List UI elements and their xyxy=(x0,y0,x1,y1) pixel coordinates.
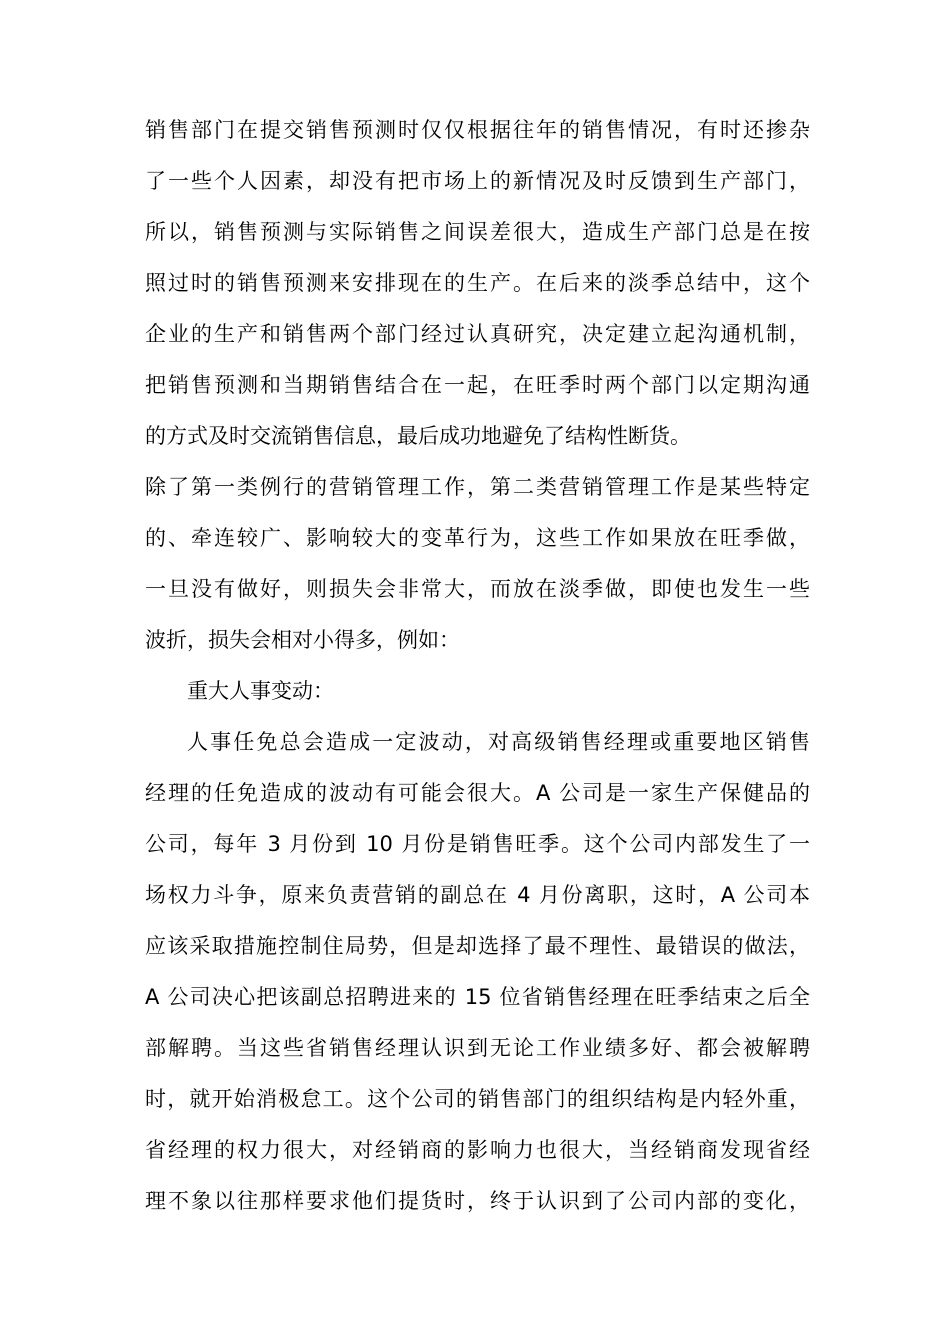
paragraph-line: 部解聘。当这些省销售经理认识到无论工作业绩多好、都会被解聘 xyxy=(145,1036,810,1060)
paragraph-line: 把销售预测和当期销售结合在一起，在旺季时两个部门以定期沟通 xyxy=(145,373,810,397)
paragraph-line: 的、牵连较广、影响较大的变革行为，这些工作如果放在旺季做， xyxy=(145,526,810,550)
section-heading: 重大人事变动： xyxy=(187,679,334,703)
paragraph-line: 公司，每年 3 月份到 10 月份是销售旺季。这个公司内部发生了一 xyxy=(145,832,810,856)
paragraph-line: 销售部门在提交销售预测时仅仅根据往年的销售情况，有时还掺杂 xyxy=(145,118,810,142)
paragraph-line: 场权力斗争，原来负责营销的副总在 4 月份离职，这时，A 公司本 xyxy=(145,883,810,907)
paragraph-line: 所以，销售预测与实际销售之间误差很大，造成生产部门总是在按 xyxy=(145,220,810,244)
paragraph-line: 应该采取措施控制住局势，但是却选择了最不理性、最错误的做法， xyxy=(145,934,810,958)
paragraph-line: 省经理的权力很大，对经销商的影响力也很大，当经销商发现省经 xyxy=(145,1138,810,1162)
paragraph-line: A 公司决心把该副总招聘进来的 15 位省销售经理在旺季结束之后全 xyxy=(145,985,810,1009)
paragraph-line: 波折，损失会相对小得多，例如： xyxy=(145,628,460,652)
paragraph-line: 除了第一类例行的营销管理工作，第二类营销管理工作是某些特定 xyxy=(145,475,810,499)
paragraph-line: 经理的任免造成的波动有可能会很大。A 公司是一家生产保健品的 xyxy=(145,781,810,805)
paragraph-line: 一旦没有做好，则损失会非常大，而放在淡季做，即使也发生一些 xyxy=(145,577,810,601)
paragraph-line: 时，就开始消极怠工。这个公司的销售部门的组织结构是内轻外重， xyxy=(145,1087,810,1111)
paragraph-line: 企业的生产和销售两个部门经过认真研究，决定建立起沟通机制， xyxy=(145,322,810,346)
paragraph-line: 的方式及时交流销售信息，最后成功地避免了结构性断货。 xyxy=(145,424,691,448)
paragraph-line: 照过时的销售预测来安排现在的生产。在后来的淡季总结中，这个 xyxy=(145,271,810,295)
paragraph-line: 人事任免总会造成一定波动，对高级销售经理或重要地区销售 xyxy=(187,730,810,754)
paragraph-line: 了一些个人因素，却没有把市场上的新情况及时反馈到生产部门， xyxy=(145,169,810,193)
paragraph-line: 理不象以往那样要求他们提货时，终于认识到了公司内部的变化， xyxy=(145,1189,810,1213)
